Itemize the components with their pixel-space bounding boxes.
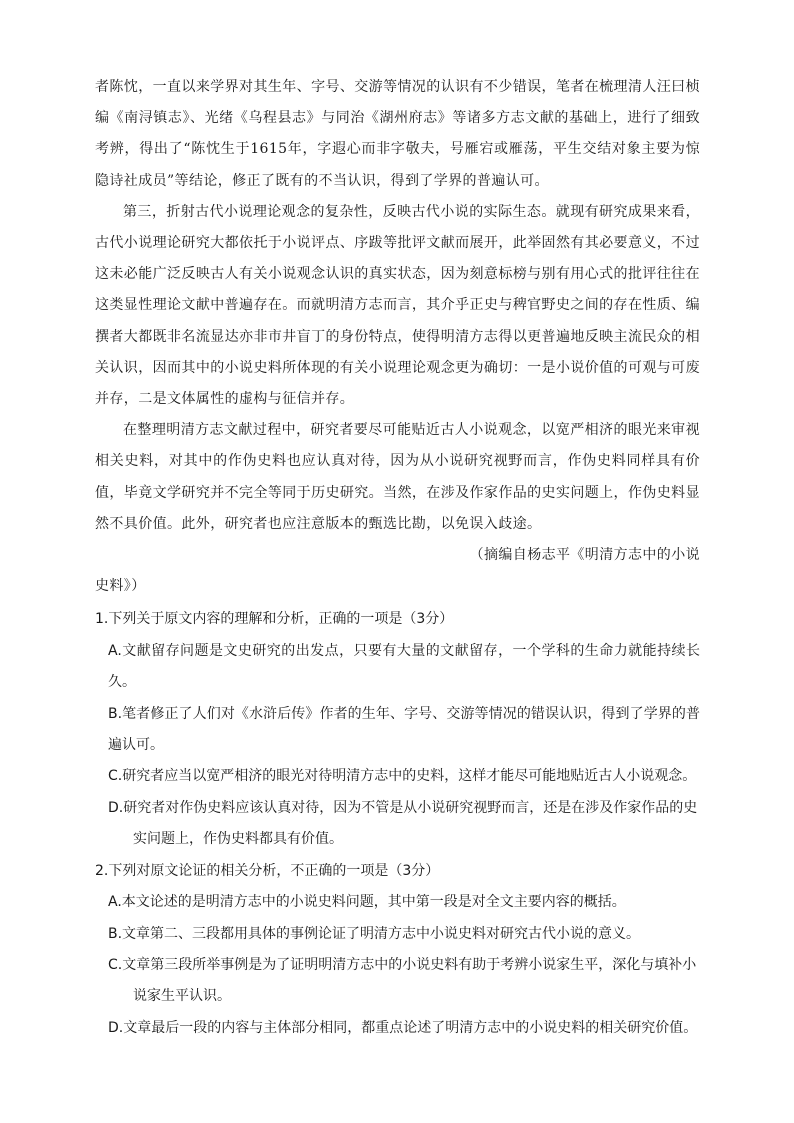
question-2 bbox=[95, 856, 700, 1044]
option-c-text: C.文章第三段所举事例是为了证明明清方志中的小说史料有助于考辨小说家生平，深化与填补小说家生平认识。 bbox=[108, 956, 697, 1005]
option-d-text: D.研究者对作伪史料应该认真对待，因为不管是从小说研究视野而言，还是在涉及作家作品的史实问题上，作伪史料都具有价值。 bbox=[108, 799, 698, 848]
page-content bbox=[95, 72, 700, 1044]
option-a[interactable]: A.本文论述的是明清方志中的小说史料问题，其中第一段是对全文主要内容的概括。 bbox=[108, 894, 626, 911]
option-b[interactable]: B.笔者修正了人们对《水浒后传》作者的生年、字号、交游等情况的错误认识，得到了学界的普遍认可。 bbox=[108, 705, 700, 754]
passage-paragraph: 第三，折射古代小说理论观念的复杂性，反映古代小说的实际生态。就现有研究成果来看，古代小说理论研究大都依托于小说评点、序跋等批评文献而展开，此举固然有其必要意义，不过这未必能广泛反映古人有关小说观念认识的真实状态，因为刻意标榜与别有用心式的批评往往在这类显性理论文献中普遍存在。而就明清方志而言，其介乎正史与稗官野史之间的存在性质、编撰者大都既非名流显达亦非市井盲丁的身份特点，使得明清方志得以更普遍地反映主流民众的相关认识，因而其中的小说史料所体现的有关小说理论观念更为确切：一是小说价值的可观与可废并存，二是文体属性的虚构与征信并存。 bbox=[95, 203, 700, 408]
source-citation: （摘编自杨志平《明清方志中的小说 bbox=[469, 547, 700, 564]
question-section bbox=[95, 604, 700, 1044]
option-b[interactable]: B.文章第二、三段都用具体的事例论证了明清方志中小说史料对研究古代小说的意义。 bbox=[108, 925, 641, 942]
option-d[interactable] bbox=[95, 793, 700, 856]
option-a[interactable]: A.文献留存问题是文史研究的出发点，只要有大量的文献留存，一个学科的生命力就能持续长久。 bbox=[108, 642, 700, 691]
option-d[interactable]: D.文章最后一段的内容与主体部分相同，都重点论述了明清方志中的小说史料的相关研究价值。 bbox=[108, 1019, 698, 1036]
question-1 bbox=[95, 604, 700, 855]
option-c[interactable]: C.研究者应当以宽严相济的眼光对待明清方志中的史料，这样才能尽可能地贴近古人小说观念。 bbox=[108, 768, 697, 785]
reading-passage bbox=[95, 72, 700, 540]
passage-paragraph: 在整理明清方志文献过程中，研究者要尽可能贴近古人小说观念，以宽严相济的眼光来审视相关史料，对其中的作伪史料也应认真对待，因为从小说研究视野而言，作伪史料同样具有价值，毕竟文学研究并不完全等同于历史研究。当然，在涉及作家作品的史实问题上，作伪史料显然不具价值。此外，研究者也应注意版本的甄选比勘，以免误入歧途。 bbox=[95, 422, 700, 532]
passage-paragraph: 者陈忱，一直以来学界对其生年、字号、交游等情况的认识有不少错误，笔者在梳理清人汪曰桢编《南浔镇志》、光绪《乌程县志》与同治《湖州府志》等诸多方志文献的基础上，进行了细致考辨，得出了“陈忱生于1615年，字遐心而非字敬夫，号雁宕或雁荡，平生交结对象主要为惊隐诗社成员”等结论，修正了既有的不当认识，得到了学界的普遍认可。 bbox=[95, 79, 700, 189]
source-citation-continued: 史料》） bbox=[95, 578, 146, 595]
option-c[interactable] bbox=[95, 950, 700, 1013]
question-stem: 2.下列对原文论证的相关分析，不正确的一项是（3分） bbox=[95, 862, 440, 879]
question-stem: 1.下列关于原文内容的理解和分析，正确的一项是（3分） bbox=[95, 611, 454, 628]
